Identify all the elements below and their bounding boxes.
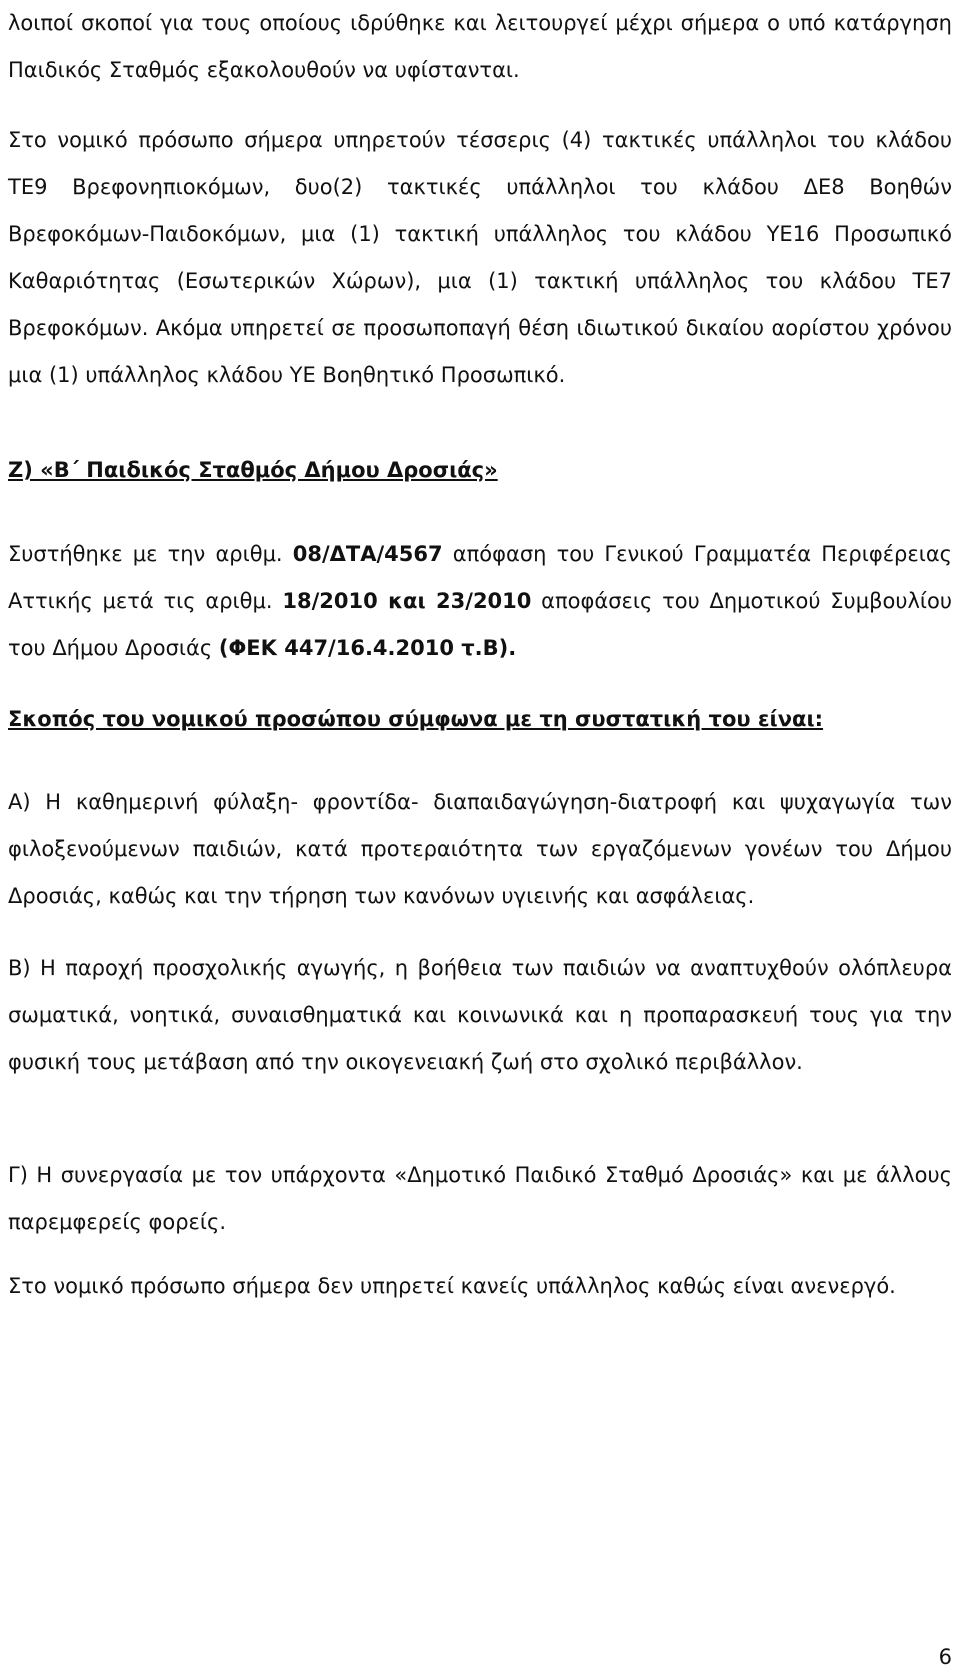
closing-paragraph: Στο νομικό πρόσωπο σήμερα δεν υπηρετεί κανείς υπάλληλος καθώς είναι ανενεργό. [8,1274,896,1298]
establishment-text-1: Συστήθηκε με την αριθμ. [8,542,293,566]
page-number: 6 [938,1645,952,1669]
decision-number: 08/ΔΤΑ/4567 [292,542,443,566]
establishment-paragraph [8,531,952,672]
purpose-heading: Σκοπός του νομικού προσώπου σύμφωνα με τη συστατική του είναι: [8,707,824,731]
purpose-a-paragraph: Α) Η καθημερινή φύλαξη- φροντίδα- διαπαιδαγώγηση-διατροφή και ψυχαγωγία των φιλοξενούμενων παιδιών, κατά προτεραιότητα των εργαζόμενων γονέων του Δήμου Δροσιάς, καθώς και την τήρηση των κανόνων υγιεινής και ασφάλειας. [8,790,952,908]
gazette-reference: (ΦΕΚ 447/16.4.2010 τ.Β). [218,636,517,660]
intro-paragraph: λοιποί σκοποί για τους οποίους ιδρύθηκε και λειτουργεί μέχρι σήμερα ο υπό κατάργηση Παιδικός Σταθμός εξακολουθούν να υφίστανται. [8,11,952,82]
establishment-text-3: αποφάσεις του Δημοτικού Συμβουλίου του Δήμου Δροσιάς [8,589,953,660]
purpose-b-paragraph: Β) Η παροχή προσχολικής αγωγής, η βοήθεια των παιδιών να αναπτυχθούν ολόπλευρα σωματικά, νοητικά, συναισθηματικά και κοινωνικά και η προπαρασκευή τους για την φυσική τους μετάβαση από την οικογενειακή ζωή στο σχολικό περιβάλλον. [8,956,952,1074]
purpose-c-paragraph: Γ) Η συνεργασία με τον υπάρχοντα «Δημοτικό Παιδικό Σταθμό Δροσιάς» και με άλλους παρεμφερείς φορείς. [8,1163,952,1234]
establishment-text-2: απόφαση του Γενικού Γραμματέα Περιφέρειας Αττικής μετά τις αριθμ. [8,542,952,613]
council-decisions: 18/2010 και 23/2010 [282,589,532,613]
section-heading: Ζ) «Β΄ Παιδικός Σταθμός Δήμου Δροσιάς» [8,458,498,482]
staff-paragraph: Στο νομικό πρόσωπο σήμερα υπηρετούν τέσσερις (4) τακτικές υπάλληλοι του κλάδου ΤΕ9 Βρεφονηπιοκόμων, δυο(2) τακτικές υπάλληλοι του κλάδου ΔΕ8 Βοηθών Βρεφοκόμων-Παιδοκόμων, μια (1) τακτική υπάλληλος του κλάδου ΥΕ16 Προσωπικό Καθαριότητας (Εσωτερικών Χώρων), μια (1) τακτική υπάλληλος του κλάδου ΤΕ7 Βρεφοκόμων. Ακόμα υπηρετεί σε προσωποπαγή θέση ιδιωτικού δικαίου αορίστου χρόνου μια (1) υπάλληλος κλάδου ΥΕ Βοηθητικό Προσωπικό. [8,128,952,387]
